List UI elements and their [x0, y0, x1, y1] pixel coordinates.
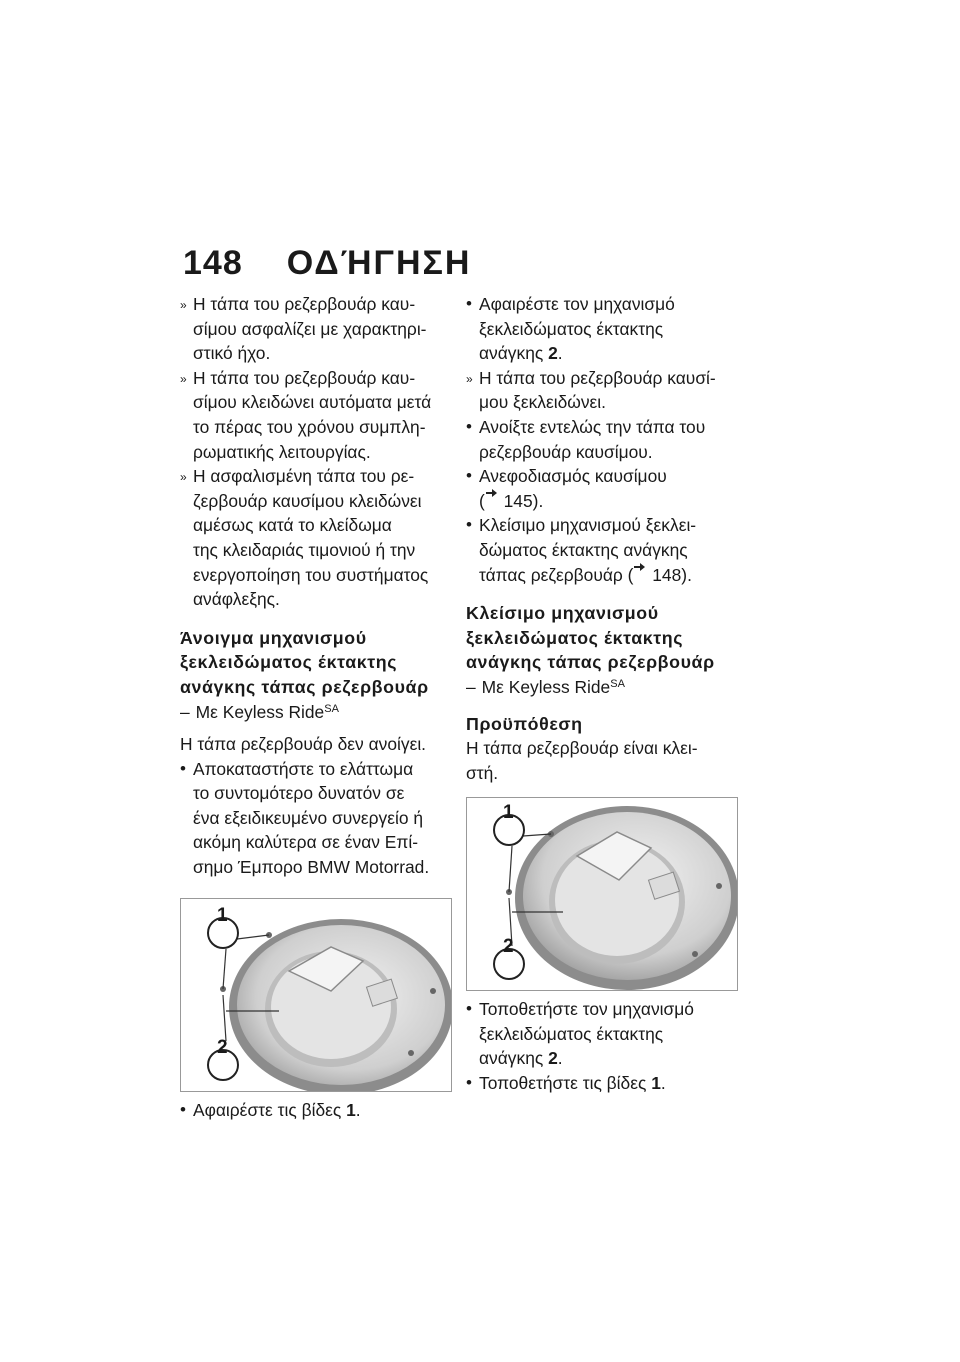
bullet-marker: • — [466, 294, 472, 313]
result-item: » Η τάπα του ρεζερβουάρ καυ- σίμου ασφαλίζει με χαρακτηρι- στικό ήχο. — [180, 294, 427, 364]
bullet-marker: • — [466, 999, 472, 1019]
option-line: – Με Keyless Ride$^{SA}$ — [466, 676, 625, 697]
figure-label-2: 2 — [217, 1036, 228, 1058]
result-item: » Η ασφαλισμένη τάπα του ρε- ζερβουάρ καυσίμου κλειδώνει αμέσως κατά το κλείδωμα της κλειδαριάς τιμονιού ή την ενεργοποίηση του συστήματος ανάφλεξης. — [180, 466, 429, 610]
bullet-marker: • — [180, 1099, 186, 1119]
cross-reference-arrow-icon[interactable] — [633, 571, 647, 581]
bullet-item: • Τοποθετήστε τον μηχανισμό ξεκλειδώματος έκτακτης ανάγκης 2. — [466, 999, 694, 1069]
result-marker: » — [180, 371, 187, 386]
result-item: » Η τάπα του ρεζερβουάρ καυσί- μου ξεκλειδώνει. — [466, 367, 716, 413]
bullet-item: • Κλείσιμο μηχανισμού ξεκλει- δώματος έκτακτης ανάγκης τάπας ρεζερβουάρ ( 148). — [466, 515, 697, 585]
fuel-cap-figure-2 — [466, 797, 738, 991]
bullet-marker: • — [466, 416, 472, 436]
page-number: 148 — [183, 244, 243, 282]
cross-reference-arrow-icon[interactable] — [485, 497, 499, 507]
bullet-item: • Ανοίξτε εντελώς την τάπα του ρεζερβουάρ καυσίμου. — [466, 416, 706, 462]
figure-label-1: 1 — [503, 802, 514, 824]
precondition-heading: Προϋπόθεση — [466, 713, 583, 734]
result-item: » Η τάπα του ρεζερβουάρ καυ- σίμου κλειδώνει αυτόματα μετά το πέρας του χρόνου συμπλη- ρωματικής λειτουργίας. — [180, 367, 432, 462]
bullet-marker: • — [466, 466, 472, 486]
chapter-title: ΟΔΉΓΗΣΗ — [286, 244, 472, 282]
section-heading-close: Κλείσιμο μηχανισμού ξεκλειδώματος έκτακτης ανάγκης τάπας ρεζερβουάρ — [466, 603, 715, 673]
figure-label-2: 2 — [503, 936, 514, 958]
bullet-item: • Ανεφοδιασμός καυσίμου ( 145). — [466, 466, 667, 511]
bullet-item: • Αφαιρέστε τις βίδες 1. — [180, 1098, 460, 1123]
bullet-item: • Αφαιρέστε τον μηχανισμό ξεκλειδώματος έκτακτης ανάγκης 2. — [466, 294, 675, 364]
fuel-cap-figure-1 — [180, 898, 452, 1092]
option-line: – Με Keyless Ride$^{SA}$ — [180, 701, 339, 722]
right-column — [466, 292, 746, 1096]
precondition-text: Η τάπα ρεζερβουάρ είναι κλει- στή. — [466, 738, 698, 783]
result-marker: » — [180, 298, 187, 312]
section-heading-open: Άνοιγμα μηχανισμού ξεκλειδώματος έκτακτης ανάγκης τάπας ρεζερβουάρ — [180, 627, 429, 697]
figure-label-1: 1 — [217, 904, 228, 926]
left-column — [180, 292, 460, 1122]
bullet-marker: • — [466, 1073, 472, 1093]
bullet-marker: • — [180, 758, 186, 778]
result-marker: » — [466, 371, 473, 386]
condition-text: Η τάπα ρεζερβουάρ δεν ανοίγει. — [180, 734, 427, 755]
bullet-item: • Τοποθετήστε τις βίδες 1. — [466, 1071, 746, 1096]
page-header — [183, 244, 471, 283]
bullet-item: • Αποκαταστήστε το ελάττωμα το συντομότερο δυνατόν σε ένα εξειδικευμένο συνεργείο ή ακόμη καλύτερα σε έναν Επί- σημο Έμπορο BMW Motorrad. — [180, 758, 430, 878]
bullet-marker: • — [466, 515, 472, 535]
result-marker: » — [180, 470, 187, 485]
